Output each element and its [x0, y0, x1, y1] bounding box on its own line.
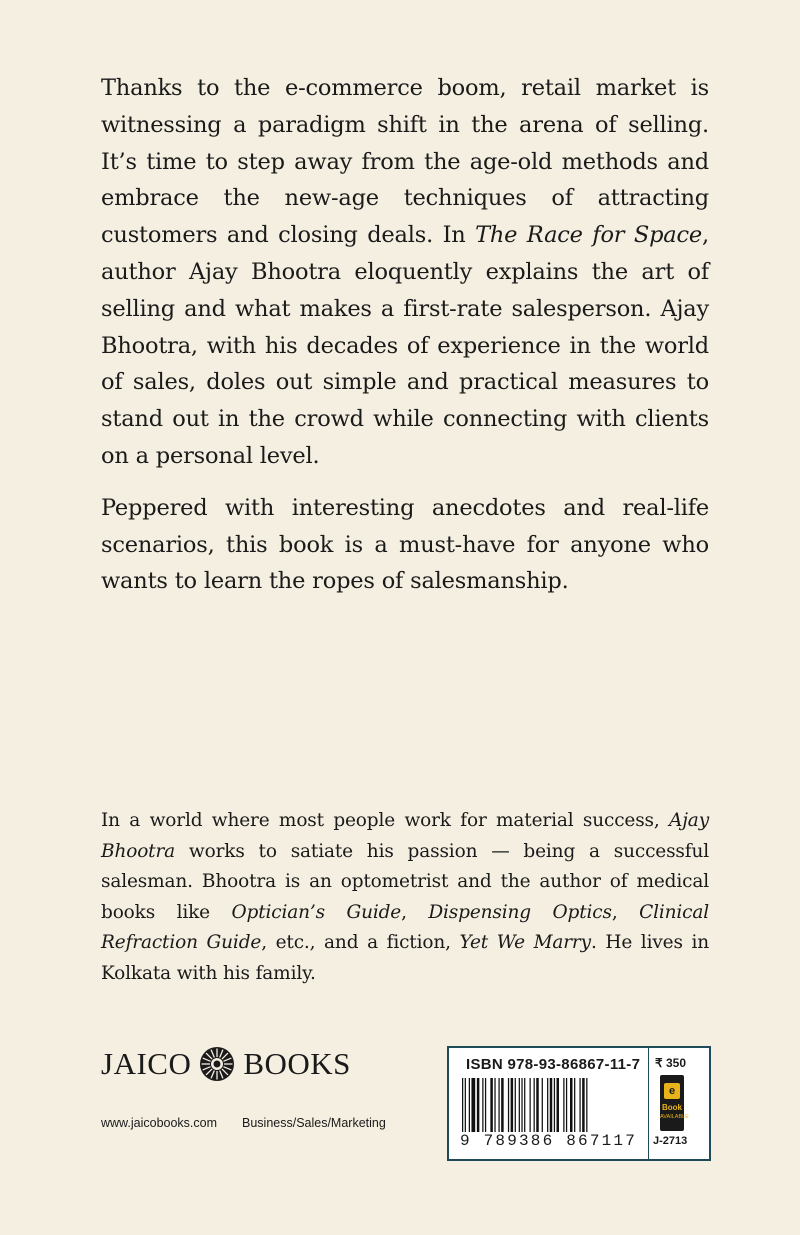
ebook-available-badge: [660, 1075, 689, 1131]
ebook-icon: e: [664, 1083, 680, 1099]
ebook-label: Book: [662, 1103, 682, 1112]
barcode-divider: [648, 1048, 649, 1159]
text-run: , author Ajay Bhootra eloquently explains the art of selling and what makes a first-rate salesperson. Ajay Bhootra, with his decades of experience in the world of sales, doles out simple and practical measures to stand out in the crowd while connecting with clients on a personal level.: [101, 222, 709, 469]
text-run: ,: [611, 901, 640, 923]
publisher-logo: [101, 1046, 401, 1082]
publisher-name-left: JAICO: [101, 1046, 192, 1081]
italic-title: Ajay Bhootra: [101, 810, 709, 862]
barcode-bars: [460, 1078, 645, 1132]
text-run: ,: [401, 901, 429, 923]
publisher-website: www.jaicobooks.com: [101, 1116, 218, 1130]
text-run: Thanks to the e-commerce boom, retail market is witnessing a paradigm shift in the arena of selling. It’s time to step away from the age-old methods and embrace the new-age techniques of attracting customers and closing deals. In: [101, 75, 709, 249]
blurb-paragraph-1: [101, 70, 709, 475]
italic-title: Dispensing Optics: [428, 901, 612, 923]
text-run: works to satiate his passion — being a successful salesman. Bhootra is an optometrist and the author of medical books like: [101, 840, 709, 923]
book-category: Business/Sales/Marketing: [242, 1116, 386, 1130]
italic-title: Yet We Marry: [459, 932, 591, 953]
author-bio: [101, 806, 709, 989]
author-bio-paragraph: [101, 806, 709, 989]
back-cover-blurb: [101, 70, 709, 600]
publisher-name-right: BOOKS: [243, 1046, 351, 1081]
text-run: . He lives in Kolkata with his family.: [101, 932, 709, 984]
italic-title: The Race for Space: [475, 222, 703, 249]
wheel-sun-icon: [199, 1046, 235, 1082]
price-label: ₹ 350: [655, 1056, 686, 1070]
book-code: J-2713: [653, 1135, 688, 1147]
barcode-number: 9 789386 867117: [460, 1132, 638, 1150]
italic-title: Optician’s Guide: [231, 901, 402, 923]
text-run: In a world where most people work for material success,: [101, 810, 670, 831]
ebook-sublabel: AVAILABLE: [660, 1114, 689, 1120]
blurb-paragraph-2: Peppered with interesting anecdotes and real-life scenarios, this book is a must-have for anyone who wants to learn the ropes of salesmanship.: [101, 494, 709, 595]
isbn-label: ISBN 978-93-86867-11-7: [466, 1056, 641, 1073]
text-run: , etc., and a fiction,: [261, 932, 460, 953]
italic-title: Clinical Refraction Guide: [101, 901, 709, 953]
